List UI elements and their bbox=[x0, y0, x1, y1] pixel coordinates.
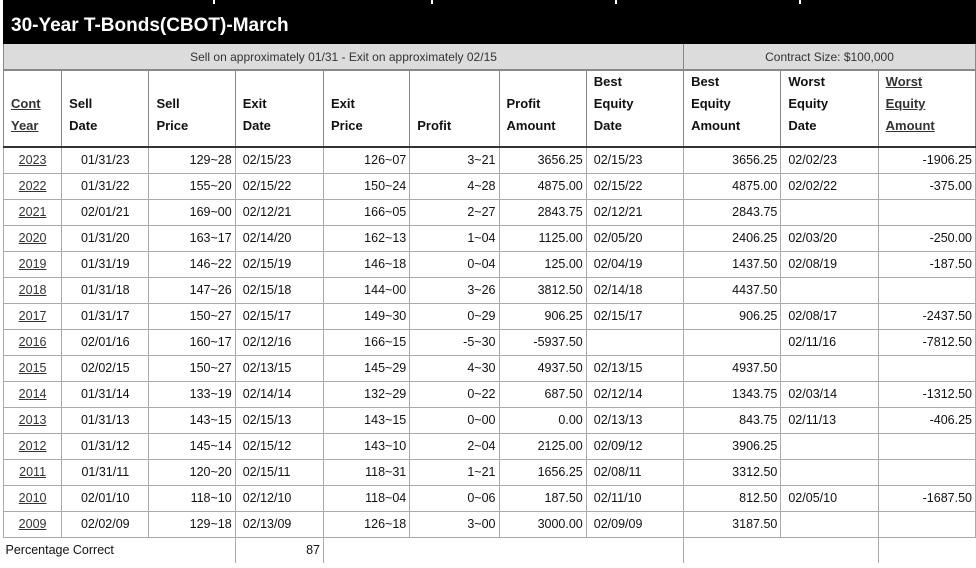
table-cell: -2437.50 bbox=[878, 303, 975, 329]
column-header: Profit bbox=[410, 71, 499, 148]
contract-year-link[interactable]: 2017 bbox=[18, 309, 47, 323]
table-cell: 02/15/12 bbox=[235, 433, 323, 459]
column-header: Sell Price bbox=[149, 71, 235, 148]
table-cell: 01/31/20 bbox=[62, 225, 149, 251]
table-cell: -1906.25 bbox=[878, 147, 975, 173]
column-header[interactable] bbox=[878, 71, 975, 148]
table-cell: 2125.00 bbox=[499, 433, 586, 459]
table-cell: 01/31/23 bbox=[62, 147, 149, 173]
table-cell: 2406.25 bbox=[684, 225, 781, 251]
table-cell: 150~27 bbox=[149, 355, 235, 381]
table-cell[interactable] bbox=[4, 355, 62, 381]
table-cell: 4875.00 bbox=[499, 173, 586, 199]
table-row bbox=[4, 173, 976, 199]
table-cell: 144~00 bbox=[323, 277, 409, 303]
table-cell: 4437.50 bbox=[684, 277, 781, 303]
table-cell: 02/01/16 bbox=[62, 329, 149, 355]
table-cell: 02/11/13 bbox=[781, 407, 878, 433]
table-cell: 02/05/10 bbox=[781, 485, 878, 511]
seasonal-trade-report bbox=[3, 0, 976, 563]
table-cell: 02/15/19 bbox=[235, 251, 323, 277]
table-cell[interactable] bbox=[4, 459, 62, 485]
table-cell: 3~26 bbox=[410, 277, 499, 303]
table-cell: 143~15 bbox=[149, 407, 235, 433]
table-cell: 02/13/13 bbox=[586, 407, 683, 433]
table-cell: 02/12/10 bbox=[235, 485, 323, 511]
table-cell bbox=[878, 433, 975, 459]
contract-year-link[interactable]: 2011 bbox=[19, 465, 47, 479]
column-header: Profit Amount bbox=[499, 71, 586, 148]
table-cell: 187.50 bbox=[499, 485, 586, 511]
table-cell: 02/14/18 bbox=[586, 277, 683, 303]
table-cell: 02/02/22 bbox=[781, 173, 878, 199]
table-cell bbox=[878, 199, 975, 225]
table-cell: 02/02/09 bbox=[62, 511, 149, 537]
table-cell: 129~28 bbox=[149, 147, 235, 173]
table-cell[interactable] bbox=[4, 381, 62, 407]
table-cell: 1125.00 bbox=[499, 225, 586, 251]
table-cell: 0~22 bbox=[410, 381, 499, 407]
table-cell[interactable] bbox=[4, 225, 62, 251]
table-cell: 02/09/12 bbox=[586, 433, 683, 459]
percentage-correct-value: 87 bbox=[235, 537, 323, 563]
table-cell: 160~17 bbox=[149, 329, 235, 355]
table-cell: 4937.50 bbox=[684, 355, 781, 381]
table-cell: 812.50 bbox=[684, 485, 781, 511]
table-cell[interactable] bbox=[4, 485, 62, 511]
table-cell: 02/08/17 bbox=[781, 303, 878, 329]
table-cell: 687.50 bbox=[499, 381, 586, 407]
table-cell: -250.00 bbox=[878, 225, 975, 251]
table-cell: 02/12/14 bbox=[586, 381, 683, 407]
table-cell: 143~15 bbox=[323, 407, 409, 433]
table-cell bbox=[878, 511, 975, 537]
table-cell: 4875.00 bbox=[684, 173, 781, 199]
table-row bbox=[4, 225, 976, 251]
table-cell: 02/15/22 bbox=[586, 173, 683, 199]
table-cell: 125.00 bbox=[499, 251, 586, 277]
table-cell: 02/15/17 bbox=[586, 303, 683, 329]
table-cell: 01/31/22 bbox=[62, 173, 149, 199]
table-row bbox=[4, 329, 976, 355]
table-cell: 150~24 bbox=[323, 173, 409, 199]
table-cell: -375.00 bbox=[878, 173, 975, 199]
table-cell: 129~18 bbox=[149, 511, 235, 537]
column-header: Sell Date bbox=[62, 71, 149, 148]
table-cell: 02/11/16 bbox=[781, 329, 878, 355]
table-cell: 02/15/18 bbox=[235, 277, 323, 303]
contract-year-link[interactable]: 2018 bbox=[18, 283, 47, 297]
table-cell[interactable] bbox=[4, 433, 62, 459]
table-cell: 2~04 bbox=[410, 433, 499, 459]
table-cell: 0~29 bbox=[410, 303, 499, 329]
table-cell bbox=[781, 355, 878, 381]
column-header: Exit Date bbox=[235, 71, 323, 148]
table-cell[interactable] bbox=[4, 511, 62, 537]
table-cell: 3~21 bbox=[410, 147, 499, 173]
subtitle-bar bbox=[3, 44, 976, 70]
table-cell: 3000.00 bbox=[499, 511, 586, 537]
table-row bbox=[4, 251, 976, 277]
percentage-correct-label: Percentage Correct bbox=[4, 537, 236, 563]
table-cell: 118~31 bbox=[323, 459, 409, 485]
table-row bbox=[4, 433, 976, 459]
table-cell: 01/31/17 bbox=[62, 303, 149, 329]
table-cell: 02/12/21 bbox=[586, 199, 683, 225]
table-cell: -5~30 bbox=[410, 329, 499, 355]
table-cell: 02/13/15 bbox=[235, 355, 323, 381]
footer-spacer bbox=[684, 537, 879, 563]
table-cell bbox=[781, 277, 878, 303]
column-header: Exit Price bbox=[323, 71, 409, 148]
table-cell: 4~28 bbox=[410, 173, 499, 199]
table-cell: 02/01/10 bbox=[62, 485, 149, 511]
table-cell: 3~00 bbox=[410, 511, 499, 537]
table-row bbox=[4, 199, 976, 225]
table-cell: 162~13 bbox=[323, 225, 409, 251]
table-cell: 02/13/09 bbox=[235, 511, 323, 537]
column-sort-link[interactable]: Worst Equity Amount bbox=[885, 74, 935, 133]
column-header: Best Equity Amount bbox=[684, 71, 781, 148]
trade-results-table bbox=[3, 70, 976, 563]
table-cell bbox=[878, 459, 975, 485]
table-cell: 150~27 bbox=[149, 303, 235, 329]
table-cell: 126~18 bbox=[323, 511, 409, 537]
table-cell: 02/14/14 bbox=[235, 381, 323, 407]
table-cell: -5937.50 bbox=[499, 329, 586, 355]
table-row bbox=[4, 381, 976, 407]
table-cell: 118~10 bbox=[149, 485, 235, 511]
contract-year-link[interactable]: 2015 bbox=[18, 361, 47, 375]
table-cell: 01/31/13 bbox=[62, 407, 149, 433]
table-cell: 3656.25 bbox=[499, 147, 586, 173]
table-cell: 4937.50 bbox=[499, 355, 586, 381]
table-cell bbox=[586, 329, 683, 355]
footer-spacer bbox=[323, 537, 683, 563]
table-cell bbox=[781, 433, 878, 459]
table-cell: 1437.50 bbox=[684, 251, 781, 277]
table-cell: 906.25 bbox=[499, 303, 586, 329]
table-cell: 02/01/21 bbox=[62, 199, 149, 225]
footer-spacer bbox=[878, 537, 975, 563]
table-cell: 145~29 bbox=[323, 355, 409, 381]
contract-year-link[interactable]: 2020 bbox=[18, 231, 47, 245]
table-cell: 02/05/20 bbox=[586, 225, 683, 251]
table-cell: 3656.25 bbox=[684, 147, 781, 173]
table-cell: 02/15/17 bbox=[235, 303, 323, 329]
table-cell bbox=[781, 511, 878, 537]
table-cell: 1~21 bbox=[410, 459, 499, 485]
table-cell: 0~04 bbox=[410, 251, 499, 277]
table-cell: 2~27 bbox=[410, 199, 499, 225]
table-cell: 166~15 bbox=[323, 329, 409, 355]
table-cell: 01/31/18 bbox=[62, 277, 149, 303]
contract-year-link[interactable]: 2010 bbox=[18, 491, 47, 505]
table-cell: 02/13/15 bbox=[586, 355, 683, 381]
table-cell: 118~04 bbox=[323, 485, 409, 511]
table-cell: 146~22 bbox=[149, 251, 235, 277]
trade-schedule: Sell on approximately 01/31 - Exit on approximately 02/15 bbox=[4, 44, 684, 70]
table-row bbox=[4, 485, 976, 511]
table-cell bbox=[878, 277, 975, 303]
contract-year-link[interactable]: 2021 bbox=[18, 205, 47, 219]
table-cell: 149~30 bbox=[323, 303, 409, 329]
table-cell: 155~20 bbox=[149, 173, 235, 199]
column-sort-link[interactable]: Cont Year bbox=[11, 96, 41, 133]
contract-year-link[interactable]: 2014 bbox=[18, 387, 47, 401]
table-cell: 4~30 bbox=[410, 355, 499, 381]
table-cell: 843.75 bbox=[684, 407, 781, 433]
table-cell: 02/08/19 bbox=[781, 251, 878, 277]
table-row bbox=[4, 355, 976, 381]
table-cell: 01/31/11 bbox=[62, 459, 149, 485]
contract-size: Contract Size: $100,000 bbox=[684, 44, 976, 70]
table-cell: 147~26 bbox=[149, 277, 235, 303]
contract-year-link[interactable]: 2013 bbox=[18, 413, 47, 427]
contract-year-link[interactable]: 2009 bbox=[18, 517, 47, 531]
table-cell: 1343.75 bbox=[684, 381, 781, 407]
table-cell: 02/12/21 bbox=[235, 199, 323, 225]
table-cell: 02/02/15 bbox=[62, 355, 149, 381]
page-title: 30-Year T-Bonds(CBOT)-March bbox=[3, 4, 976, 44]
contract-year-link[interactable]: 2012 bbox=[18, 439, 47, 453]
table-cell: 132~29 bbox=[323, 381, 409, 407]
table-cell: 0.00 bbox=[499, 407, 586, 433]
table-cell: 02/11/10 bbox=[586, 485, 683, 511]
table-cell: 02/15/13 bbox=[235, 407, 323, 433]
table-cell: 02/14/20 bbox=[235, 225, 323, 251]
column-header: Best Equity Date bbox=[586, 71, 683, 148]
column-header[interactable] bbox=[4, 71, 62, 148]
table-cell: 01/31/12 bbox=[62, 433, 149, 459]
table-cell: 02/08/11 bbox=[586, 459, 683, 485]
table-cell: 1656.25 bbox=[499, 459, 586, 485]
table-cell: 3187.50 bbox=[684, 511, 781, 537]
table-cell: -187.50 bbox=[878, 251, 975, 277]
table-cell: -7812.50 bbox=[878, 329, 975, 355]
table-cell: 143~10 bbox=[323, 433, 409, 459]
table-row bbox=[4, 277, 976, 303]
table-cell: 166~05 bbox=[323, 199, 409, 225]
table-cell: 02/12/16 bbox=[235, 329, 323, 355]
table-cell: -1687.50 bbox=[878, 485, 975, 511]
table-cell: 145~14 bbox=[149, 433, 235, 459]
table-cell: 02/03/20 bbox=[781, 225, 878, 251]
table-cell: -406.25 bbox=[878, 407, 975, 433]
table-cell[interactable] bbox=[4, 251, 62, 277]
table-cell[interactable] bbox=[4, 329, 62, 355]
table-cell: 02/15/23 bbox=[235, 147, 323, 173]
table-cell: 906.25 bbox=[684, 303, 781, 329]
table-cell: 01/31/14 bbox=[62, 381, 149, 407]
table-cell[interactable] bbox=[4, 407, 62, 433]
table-cell: 2843.75 bbox=[499, 199, 586, 225]
table-cell: 01/31/19 bbox=[62, 251, 149, 277]
table-cell: 3812.50 bbox=[499, 277, 586, 303]
table-cell[interactable] bbox=[4, 147, 62, 173]
table-cell bbox=[684, 329, 781, 355]
table-cell: 133~19 bbox=[149, 381, 235, 407]
table-cell: 02/03/14 bbox=[781, 381, 878, 407]
contract-year-link[interactable]: 2016 bbox=[18, 335, 47, 349]
table-cell: 3906.25 bbox=[684, 433, 781, 459]
table-cell: 126~07 bbox=[323, 147, 409, 173]
contract-year-link[interactable]: 2019 bbox=[18, 257, 47, 271]
table-cell: 2843.75 bbox=[684, 199, 781, 225]
table-cell[interactable] bbox=[4, 277, 62, 303]
table-row bbox=[4, 147, 976, 173]
table-row bbox=[4, 459, 976, 485]
table-cell[interactable] bbox=[4, 173, 62, 199]
table-cell bbox=[781, 199, 878, 225]
table-cell bbox=[781, 459, 878, 485]
table-cell: 146~18 bbox=[323, 251, 409, 277]
percentage-correct-row bbox=[4, 537, 976, 563]
table-cell: 02/04/19 bbox=[586, 251, 683, 277]
table-row bbox=[4, 303, 976, 329]
table-cell: -1312.50 bbox=[878, 381, 975, 407]
table-header-row bbox=[4, 71, 976, 148]
table-cell: 0~06 bbox=[410, 485, 499, 511]
table-cell: 02/02/23 bbox=[781, 147, 878, 173]
table-cell: 02/15/23 bbox=[586, 147, 683, 173]
table-cell: 163~17 bbox=[149, 225, 235, 251]
table-cell: 02/09/09 bbox=[586, 511, 683, 537]
contract-year-link[interactable]: 2023 bbox=[18, 153, 47, 168]
contract-year-link[interactable]: 2022 bbox=[18, 179, 47, 193]
table-cell: 02/15/11 bbox=[235, 459, 323, 485]
table-cell: 120~20 bbox=[149, 459, 235, 485]
table-row bbox=[4, 511, 976, 537]
table-cell bbox=[878, 355, 975, 381]
table-cell: 02/15/22 bbox=[235, 173, 323, 199]
table-cell[interactable] bbox=[4, 303, 62, 329]
column-header: Worst Equity Date bbox=[781, 71, 878, 148]
table-row bbox=[4, 407, 976, 433]
table-cell[interactable] bbox=[4, 199, 62, 225]
table-cell: 1~04 bbox=[410, 225, 499, 251]
table-cell: 3312.50 bbox=[684, 459, 781, 485]
table-cell: 0~00 bbox=[410, 407, 499, 433]
table-cell: 169~00 bbox=[149, 199, 235, 225]
